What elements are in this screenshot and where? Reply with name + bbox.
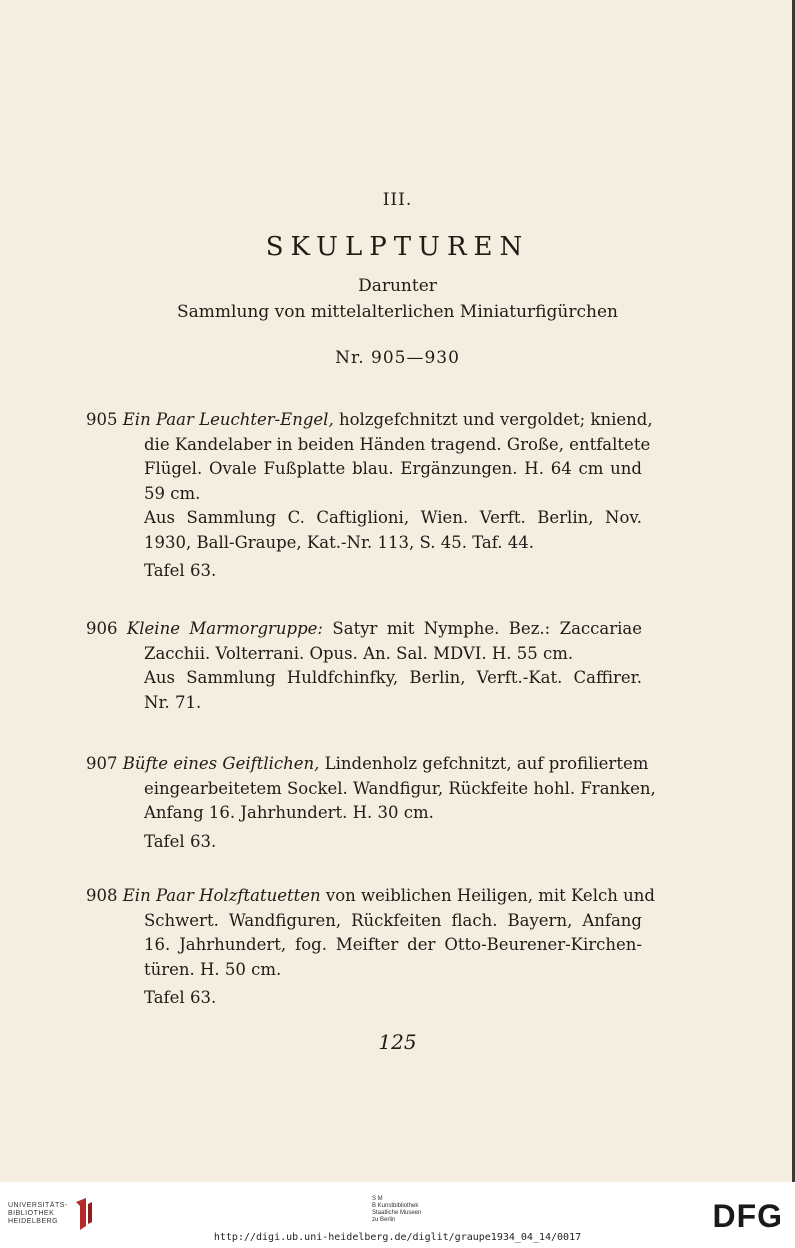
library-name (8, 1202, 68, 1226)
footer-bar (0, 1182, 795, 1248)
entry-number: 905 (86, 410, 118, 429)
catalog-entry-908 (86, 884, 655, 1011)
entry-number: 908 (86, 886, 118, 905)
entry-title: Ein Paar Leuchter-Engel, (122, 410, 334, 429)
source-url[interactable]: http://digi.ub.uni-heidelberg.de/diglit/graupe1934_04_14/0017 (213, 1232, 582, 1243)
museum-credit-line: S M (372, 1196, 383, 1202)
entry-text: Satyr mit Nymphe. Bez.: Zaccariae (332, 619, 642, 638)
museum-credit-line: Staatliche Museen (372, 1210, 422, 1216)
entry-title: Ein Paar Holzftatuetten (122, 886, 321, 905)
entry-number: 906 (86, 619, 118, 638)
entry-plate: Tafel 63. (144, 831, 217, 851)
museum-credit (372, 1196, 421, 1224)
section-title: SKULPTUREN (265, 232, 530, 262)
museum-credit-line: B Kunstbibliothek (372, 1203, 419, 1209)
entry-text: von weiblichen Heiligen, mit Kelch und (325, 886, 655, 905)
entry-text: eingearbeitetem Sockel. Wandfigur, Rückfeite hohl. Franken, (144, 778, 656, 798)
entry-plate: Tafel 63. (144, 988, 217, 1007)
entry-plate: Tafel 63. (144, 561, 217, 580)
catalog-entry-906 (86, 617, 642, 715)
entry-text: 16. Jahrhundert, fog. Meifter der Otto-Beurener-Kirchen- (144, 935, 642, 954)
entry-text: Flügel. Ovale Fußplatte blau. Ergänzungen. H. 64 cm und (144, 459, 642, 478)
entry-title: Büfte eines Geiftlichen, (122, 754, 320, 773)
entry-text: die Kandelaber in beiden Händen tragend. Große, entfaltete (144, 434, 651, 454)
university-logo-icon (74, 1198, 94, 1230)
page-number: 125 (378, 1030, 417, 1054)
entry-first-line (86, 408, 653, 433)
section-subtitle: Darunter (358, 276, 437, 296)
library-name-line: HEIDELBERG (8, 1218, 59, 1225)
entry-text: Schwert. Wandfiguren, Rückfeiten flach. Bayern, Anfang (144, 910, 642, 930)
entry-first-line (86, 617, 642, 642)
entry-provenance: Nr. 71. (144, 692, 202, 712)
section-number: III. (382, 190, 413, 210)
entry-provenance: 1930, Ball-Graupe, Kat.-Nr. 113, S. 45. Taf. 44. (144, 532, 535, 552)
catalog-entry-905 (86, 408, 653, 584)
entry-text: 59 cm. (144, 483, 201, 503)
catalog-entry-907 (86, 752, 656, 854)
entry-text: Anfang 16. Jahrhundert. H. 30 cm. (144, 803, 434, 822)
entry-text: türen. H. 50 cm. (144, 959, 282, 979)
entry-number: 907 (86, 754, 118, 773)
entry-provenance: Aus Sammlung C. Caftiglioni, Wien. Verft. Berlin, Nov. (144, 508, 642, 527)
entry-first-line (86, 752, 649, 777)
section-range: Nr. 905—930 (335, 348, 460, 368)
entry-text: Lindenholz gefchnitzt, auf profiliertem (324, 754, 649, 773)
library-name-line: UNIVERSITÄTS- (8, 1202, 68, 1209)
dfg-logo: DFG (712, 1198, 783, 1234)
entry-title: Kleine Marmorgruppe: (126, 619, 323, 638)
entry-text: holzgefchnitzt und vergoldet; kniend, (338, 410, 653, 429)
entry-first-line (86, 884, 655, 909)
entry-text: Zacchii. Volterrani. Opus. An. Sal. MDVI. H. 55 cm. (144, 643, 574, 663)
museum-credit-line: zu Berlin (372, 1217, 396, 1223)
entry-provenance: Aus Sammlung Huldfchinfky, Berlin, Verft.-Kat. Caffirer. (144, 668, 642, 687)
library-name-line: BIBLIOTHEK (8, 1210, 55, 1217)
section-collection: Sammlung von mittelalterlichen Miniaturfigürchen (177, 302, 618, 322)
